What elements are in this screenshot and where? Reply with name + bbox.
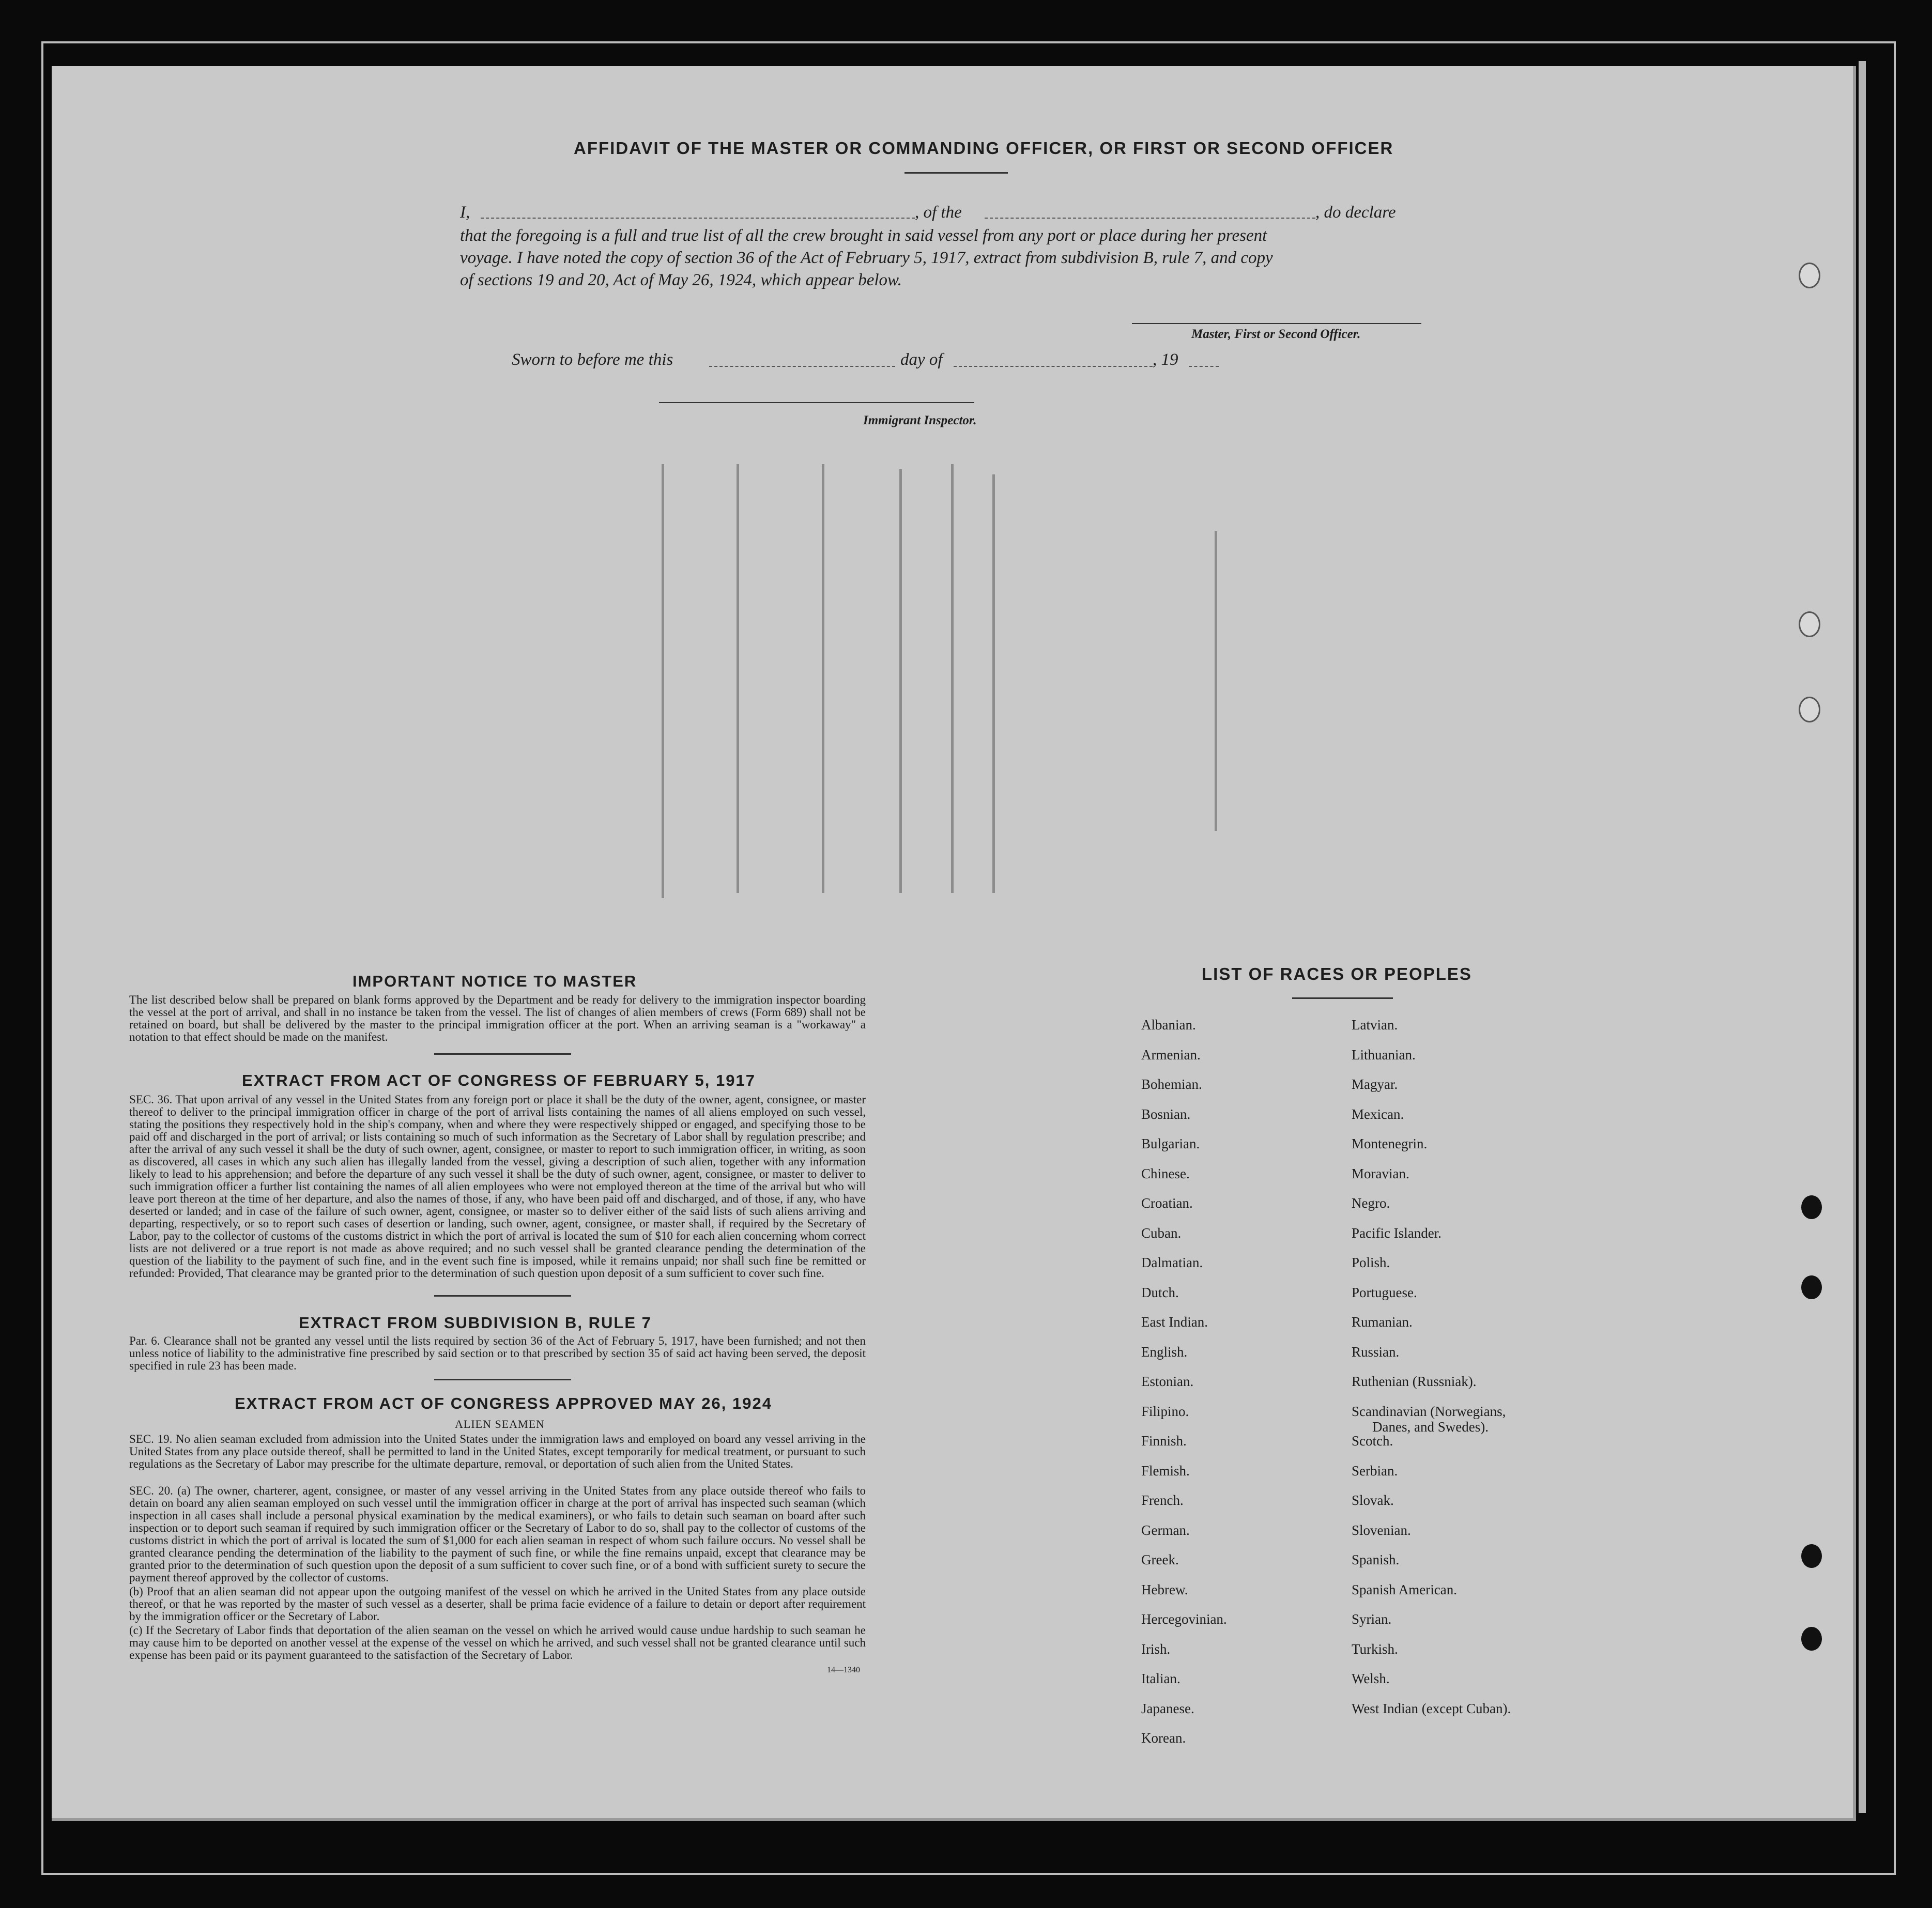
column-rule (899, 469, 902, 893)
race-item: Albanian. (1141, 1017, 1196, 1033)
rule7-text: Par. 6. Clearance shall not be granted any vessel until the lists required by section 36 of the Act of February 5, 1917, have been furnished; and not then unless notice of liability to the administrative fine prescribed by said section or to that prescribed by section 35 of said act having been served, the deposit specified in rule 23 has been made. (129, 1334, 866, 1372)
act1917-title: EXTRACT FROM ACT OF CONGRESS OF FEBRUARY 5, 1917 (242, 1071, 756, 1089)
alien-seamen-subtitle: ALIEN SEAMEN (455, 1418, 545, 1430)
race-item: Slovenian. (1352, 1522, 1411, 1538)
column-rule (822, 464, 824, 893)
affidavit-title: AFFIDAVIT OF THE MASTER OR COMMANDING OFFICER, OR FIRST OR SECOND OFFICER (574, 139, 1394, 158)
vessel-blank (985, 218, 1315, 219)
act1924-sec19: SEC. 19. No alien seaman excluded from admission into the United States under the immigration laws and employed on board any vessel arriving in the United States from any place outside thereof, shall be permitted to land in the United States, except temporarily for medical treatment, or pursuant to such regulations as the Secretary of Labor may prescribe for the ultimate departure, removal, or deportation of such alien from the United States. (129, 1433, 866, 1470)
race-item: Ruthenian (Russniak). (1352, 1374, 1477, 1389)
race-item: Dutch. (1141, 1284, 1179, 1300)
notice-text: The list described below shall be prepared on blank forms approved by the Department and be ready for delivery to the immigration inspector boarding the vessel at the port of arrival, and shall in no instance be taken from the vessel. The list of changes of alien members of crews (Form 689) shall not be retained on board, but shall be delivered by the master to the principal immigration officer at the port. When an arriving seaman is a "workaway" a notation to that effect should be made on the manifest. (129, 993, 866, 1043)
binder-hole (1801, 1275, 1822, 1299)
race-item: Spanish American. (1352, 1581, 1457, 1597)
sworn-text: Sworn to before me this (512, 350, 673, 369)
race-item: Finnish. (1141, 1433, 1187, 1449)
race-item: Spanish. (1352, 1552, 1400, 1567)
race-item: Lithuanian. (1352, 1047, 1416, 1063)
name-blank (481, 218, 915, 219)
underlying-page-edge (1859, 61, 1866, 1813)
race-item: West Indian (except Cuban). (1352, 1700, 1511, 1716)
race-item: Pacific Islander. (1352, 1225, 1442, 1241)
binder-hole (1801, 1627, 1822, 1651)
race-item: Italian. (1141, 1671, 1180, 1686)
act1924-sec20c: (c) If the Secretary of Labor finds that deportation of the alien seaman on the vessel on which he arrived would cause undue hardship to such seaman he may cause him to be deported on another vessel at the expense of the vessel on which he arrived, and such vessel shall not be granted clearance until such expense has been paid or its payment guaranteed to the satisfaction of the Secretary of Labor. (129, 1624, 866, 1661)
affidavit-i: I, (460, 203, 470, 222)
race-item: Negro. (1352, 1195, 1390, 1211)
notice-divider (434, 1053, 571, 1055)
race-item: Croatian. (1141, 1195, 1193, 1211)
year-blank (1189, 366, 1219, 367)
binder-hole (1799, 263, 1820, 288)
inspector-signature-line (659, 402, 974, 403)
race-item: Slovak. (1352, 1492, 1394, 1508)
binder-hole (1799, 697, 1820, 722)
column-rule (992, 474, 995, 893)
races-title: LIST OF RACES OR PEOPLES (1202, 964, 1472, 983)
race-item: Scotch. (1352, 1433, 1393, 1449)
race-item: East Indian. (1141, 1314, 1208, 1330)
column-rule (951, 464, 954, 893)
affidavit-line2: that the foregoing is a full and true list of all the crew brought in said vessel from any port or place during her present (460, 226, 1267, 245)
race-item: Irish. (1141, 1641, 1171, 1657)
race-item: Korean. (1141, 1730, 1186, 1746)
race-item: Estonian. (1141, 1374, 1194, 1389)
rule7-title: EXTRACT FROM SUBDIVISION B, RULE 7 (299, 1314, 652, 1332)
race-item: Japanese. (1141, 1700, 1194, 1716)
race-item: Montenegrin. (1352, 1136, 1428, 1151)
race-item: Russian. (1352, 1344, 1400, 1360)
race-item: English. (1141, 1344, 1188, 1360)
affidavit-line1 (460, 203, 1494, 224)
race-item: Hercegovinian. (1141, 1611, 1227, 1627)
race-item: Armenian. (1141, 1047, 1201, 1063)
affidavit-do-declare: , do declare (1315, 203, 1396, 222)
race-item: Bosnian. (1141, 1106, 1191, 1122)
race-item: Cuban. (1141, 1225, 1182, 1241)
race-item: Mexican. (1352, 1106, 1404, 1122)
act1917-divider (434, 1295, 571, 1297)
race-item: Scandinavian (Norwegians, (1352, 1403, 1506, 1419)
races-column-2 (1352, 1017, 1641, 1823)
title-underline (904, 172, 1008, 174)
column-rule (737, 464, 739, 893)
inspector-caption: Immigrant Inspector. (863, 413, 977, 427)
race-item: German. (1141, 1522, 1190, 1538)
act1924-sec20a: SEC. 20. (a) The owner, charterer, agent, consignee, or master of any vessel arriving in the United States from any place outside thereof who fails to detain on board any alien seaman employed on such vessel until the immigration officer in charge at the port of arrival has inspected such seaman (which inspection in all cases shall include a personal physical examination by the medical examiners), or who fails to detain such seaman on board after such inspection or to deport such seaman if required by such immigration officer or the Secretary of Labor to do so, shall pay to the collector of customs of the customs district in which the port of arrival is located the sum of $1,000 for each alien seaman in respect of whom such failure occurs. No vessel shall be granted clearance pending the determination of the liability to the payment of such fine, or while the fine remains unpaid, except that clearance may be granted prior to the determination of such question upon the deposit of a sum sufficient to cover such fine, or of a bond with sufficient surety to secure the payment thereof approved by the collector of customs. (129, 1484, 866, 1584)
races-column-1 (1141, 1017, 1338, 1823)
binder-hole (1801, 1544, 1822, 1568)
race-item: Latvian. (1352, 1017, 1398, 1033)
race-item: Flemish. (1141, 1463, 1190, 1479)
master-signature-line (1132, 323, 1421, 324)
race-item: Bulgarian. (1141, 1136, 1200, 1151)
affidavit-of-the: , of the (915, 203, 962, 222)
race-item: Greek. (1141, 1552, 1179, 1567)
year-text: , 19 (1153, 350, 1178, 369)
affidavit-line3: voyage. I have noted the copy of section 36 of the Act of February 5, 1917, extract from subdivision B, rule 7, and copy (460, 249, 1273, 267)
act1924-sec20b: (b) Proof that an alien seaman did not appear upon the outgoing manifest of the vessel on which he arrived in the United States from any place outside thereof, or that he was reported by the master of such vessel as a deserter, shall be prima facie evidence of a failure to detain or deport after requirement by the immigration officer or the Secretary of Labor. (129, 1585, 866, 1623)
column-rule (1215, 531, 1217, 831)
act1917-text: SEC. 36. That upon arrival of any vessel in the United States from any foreign port or place it shall be the duty of the owner, agent, consignee, or master thereof to deliver to the principal immigration officer in charge of the port of arrival lists containing the names of all aliens employed on such vessel, stating the positions they respectively hold in the ship's company, when and where they were respectively shipped or engaged, and specifying those to be paid off and discharged in the port of arrival; or lists containing so much of such information as the Secretary of Labor shall by regulation prescribe; and after the arrival of any such vessel it shall be the duty of such owner, agent, consignee, or master to report to such immigration officer, in writing, as soon as discovered, all cases in which any such alien has illegally landed from the vessel, giving a description of such alien, together with any information likely to lead to his apprehension; and before the departure of any such vessel it shall be the duty of such owner, agent, consignee, or master to deliver to such immigration officer a further list containing the names of all alien employees who were not employed thereon at the time of the arrival but who will leave port thereon at the time of her departure, and also the names of those, if any, who have been paid off and discharged, and of those, if any, who have deserted or landed; and in case of the failure of such owner, agent, consignee, or master so to deliver either of the said lists of such aliens arriving and departing, respectively, or so to report such cases of desertion or landing, such owner, agent, consignee, or master shall, if required by the Secretary of Labor, pay to the collector of customs of the customs district in which the port of arrival is located the sum of $10 for each alien concerning whom correct lists are not delivered or a true report is not made as above required; and no such vessel shall be granted clearance pending the determination of the question of the liability to the payment of such fine, and in the event such fine is imposed, while it remains unpaid; nor shall such fine be remitted or refunded: Provided, That clearance may be granted prior to the determination of such question upon deposit of a sum sufficient to cover such fine. (129, 1093, 866, 1280)
race-item: Moravian. (1352, 1165, 1409, 1181)
race-item: Magyar. (1352, 1076, 1398, 1092)
race-item: Welsh. (1352, 1671, 1390, 1686)
day-blank (709, 366, 895, 367)
race-item: Polish. (1352, 1255, 1390, 1270)
race-item: Hebrew. (1141, 1581, 1188, 1597)
race-item: Rumanian. (1352, 1314, 1413, 1330)
race-item: Turkish. (1352, 1641, 1398, 1657)
notice-title: IMPORTANT NOTICE TO MASTER (352, 972, 637, 990)
race-item: Portuguese. (1352, 1284, 1417, 1300)
race-item: Syrian. (1352, 1611, 1392, 1627)
binder-hole (1799, 611, 1820, 637)
race-item: Chinese. (1141, 1165, 1190, 1181)
race-item: Dalmatian. (1141, 1255, 1203, 1270)
column-rule (662, 464, 664, 898)
binder-hole (1801, 1195, 1822, 1219)
races-divider (1292, 997, 1393, 999)
day-of-text: day of (900, 350, 943, 369)
month-blank (954, 366, 1153, 367)
sworn-line (512, 350, 1287, 371)
race-item: Bohemian. (1141, 1076, 1202, 1092)
rule7-divider (434, 1379, 571, 1380)
race-item: Serbian. (1352, 1463, 1398, 1479)
master-caption: Master, First or Second Officer. (1191, 327, 1361, 341)
race-item: Filipino. (1141, 1403, 1189, 1419)
race-item: French. (1141, 1492, 1184, 1508)
race-item: Danes, and Swedes). (1372, 1419, 1489, 1435)
document-page (52, 66, 1856, 1821)
affidavit-line4: of sections 19 and 20, Act of May 26, 1924, which appear below. (460, 271, 902, 289)
form-number: 14—1340 (827, 1666, 860, 1674)
act1924-title: EXTRACT FROM ACT OF CONGRESS APPROVED MAY 26, 1924 (235, 1394, 772, 1412)
